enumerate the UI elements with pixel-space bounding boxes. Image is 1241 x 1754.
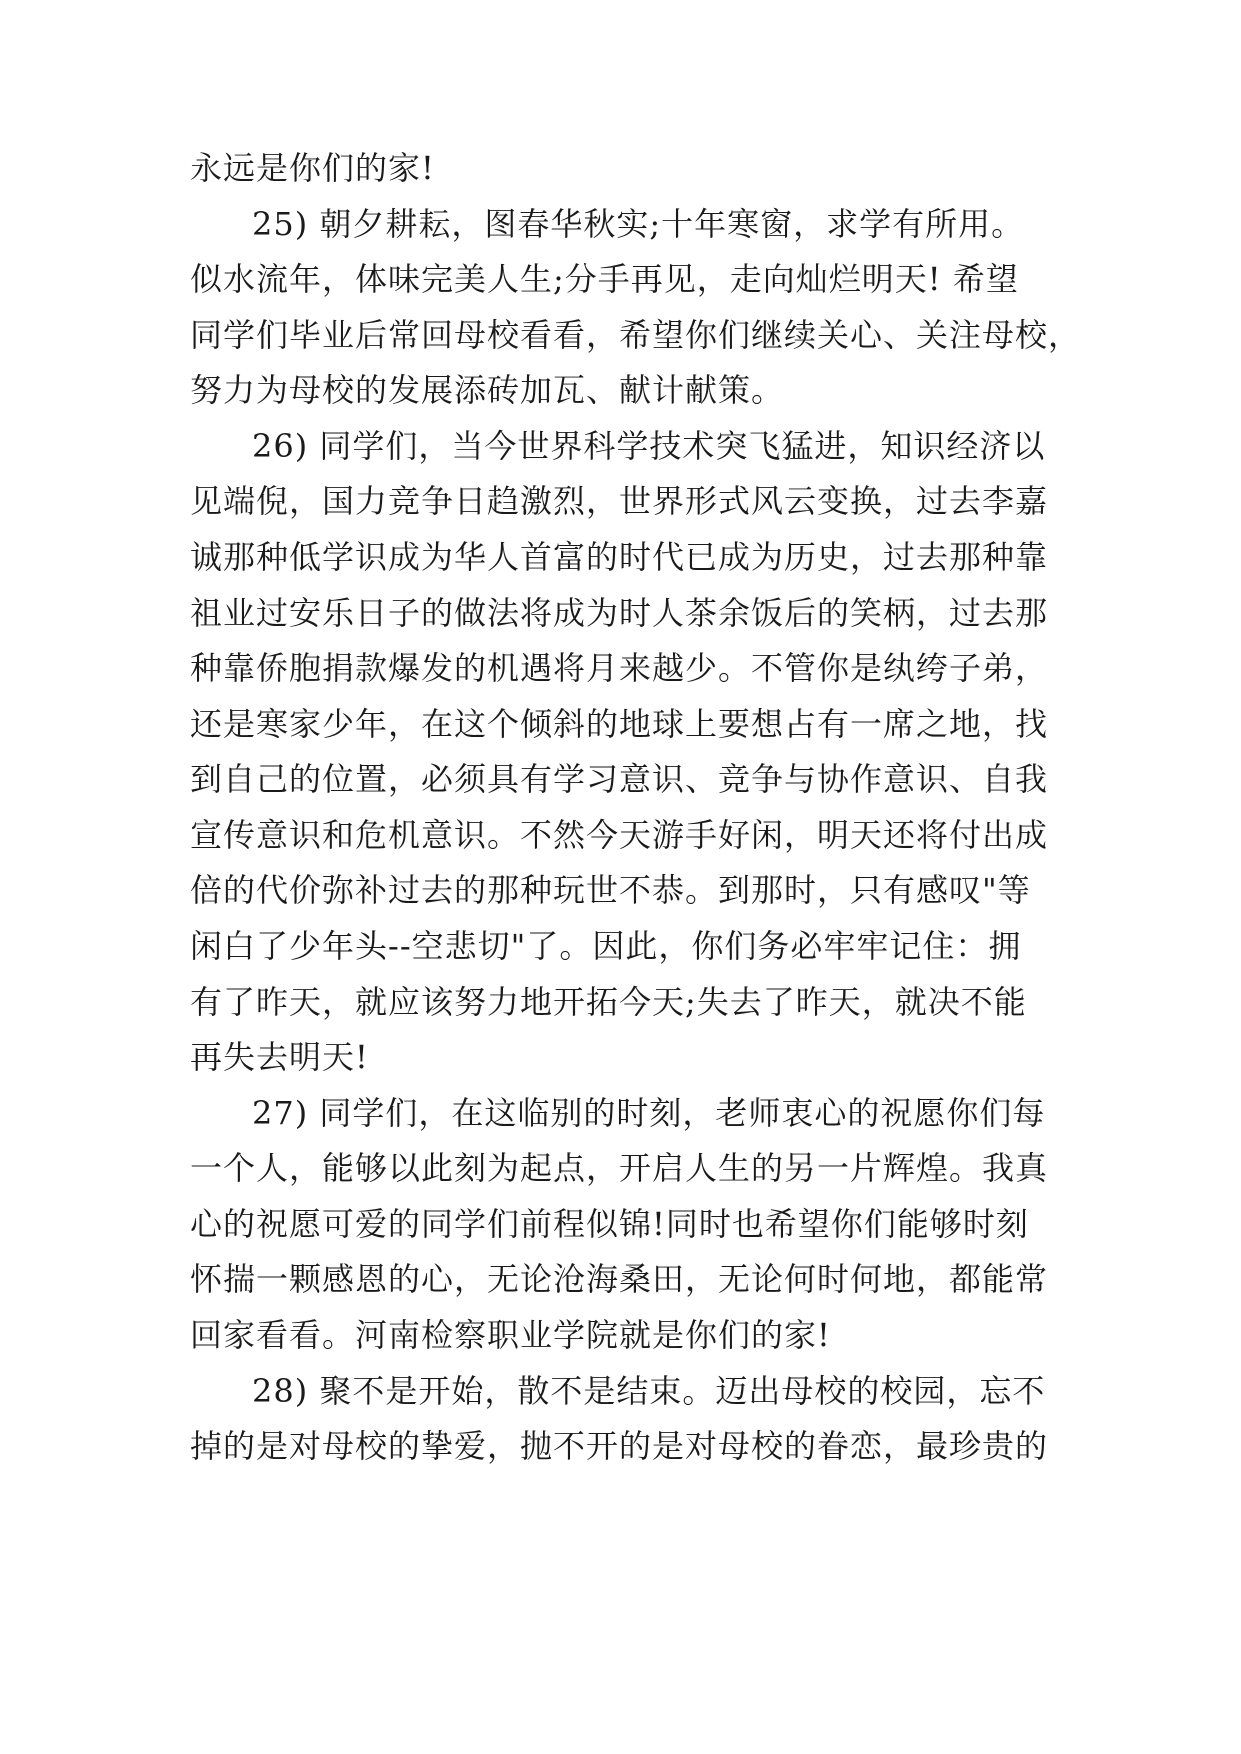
text-line: 有了昨天，就应该努力地开拓今天;失去了昨天，就决不能 xyxy=(190,983,1027,1021)
text-line: 27) 同学们，在这临别的时刻，老师衷心的祝愿你们每 xyxy=(252,1094,1046,1132)
text-line: 永远是你们的家! xyxy=(190,149,435,187)
text-line: 再失去明天! xyxy=(190,1038,369,1076)
text-line: 闲白了少年头--空悲切"了。因此，你们务必牢牢记住：拥 xyxy=(190,927,1022,965)
text-line: 回家看看。河南检察职业学院就是你们的家! xyxy=(190,1316,831,1354)
text-line: 一个人，能够以此刻为起点，开启人生的另一片辉煌。我真 xyxy=(190,1149,1049,1187)
text-line: 怀揣一颗感恩的心，无论沧海桑田，无论何时何地，都能常 xyxy=(190,1260,1049,1298)
text-line: 同学们毕业后常回母校看看，希望你们继续关心、关注母校， xyxy=(190,316,1082,354)
text-line: 种靠侨胞捐款爆发的机遇将月来越少。不管你是纨绔子弟， xyxy=(190,649,1049,687)
text-line: 祖业过安乐日子的做法将成为时人茶余饭后的笑柄，过去那 xyxy=(190,594,1049,632)
text-line: 25) 朝夕耕耘，图春华秋实;十年寒窗，求学有所用。 xyxy=(252,205,1025,243)
text-line: 到自己的位置，必须具有学习意识、竞争与协作意识、自我 xyxy=(190,760,1049,798)
text-line: 努力为母校的发展添砖加瓦、献计献策。 xyxy=(190,371,785,409)
text-line: 倍的代价弥补过去的那种玩世不恭。到那时，只有感叹"等 xyxy=(190,871,1031,909)
text-line: 28) 聚不是开始，散不是结束。迈出母校的校园，忘不 xyxy=(252,1372,1046,1410)
text-line: 似水流年，体味完美人生;分手再见，走向灿烂明天! 希望 xyxy=(190,260,1019,298)
text-line: 诚那种低学识成为华人首富的时代已成为历史，过去那种靠 xyxy=(190,538,1049,576)
text-line: 见端倪，国力竞争日趋激烈，世界形式风云变换，过去李嘉 xyxy=(190,482,1049,520)
text-line: 心的祝愿可爱的同学们前程似锦!同时也希望你们能够时刻 xyxy=(190,1205,1029,1243)
text-line: 26) 同学们，当今世界科学技术突飞猛进，知识经济以 xyxy=(252,427,1046,465)
text-line: 掉的是对母校的挚爱，抛不开的是对母校的眷恋，最珍贵的 xyxy=(190,1427,1049,1465)
text-line: 宣传意识和危机意识。不然今天游手好闲，明天还将付出成 xyxy=(190,816,1049,854)
text-line: 还是寒家少年，在这个倾斜的地球上要想占有一席之地，找 xyxy=(190,705,1049,743)
